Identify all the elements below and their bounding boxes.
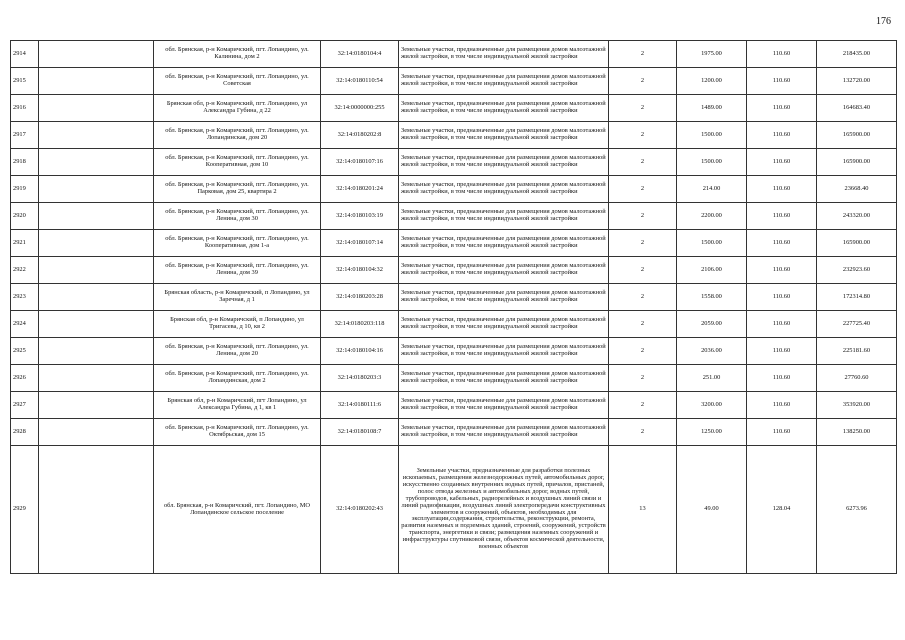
area-cell: 2200.00 (677, 203, 747, 230)
empty-cell (39, 203, 154, 230)
category-code-cell: 2 (609, 419, 677, 446)
cadastral-value-cell: 227725.40 (817, 311, 897, 338)
land-use-cell: Земельные участки, предназначенные для размещения домов малоэтажной жилой застройки, в том числе индивидуальной жилой застройки (399, 284, 609, 311)
cadastral-number-cell: 32:14:0180201:24 (321, 176, 399, 203)
land-use-cell: Земельные участки, предназначенные для размещения домов малоэтажной жилой застройки, в том числе индивидуальной жилой застройки (399, 203, 609, 230)
land-use-cell: Земельные участки, предназначенные для размещения домов малоэтажной жилой застройки, в том числе индивидуальной жилой застройки (399, 122, 609, 149)
address-cell: обл. Брянская, р-н Комаричский, пгт. Лопандино, ул. Советская (154, 68, 321, 95)
cadastral-value-cell: 232923.60 (817, 257, 897, 284)
land-use-cell: Земельные участки, предназначенные для размещения домов малоэтажной жилой застройки, в том числе индивидуальной жилой застройки (399, 338, 609, 365)
land-use-cell: Земельные участки, предназначенные для размещения домов малоэтажной жилой застройки, в том числе индивидуальной жилой застройки (399, 230, 609, 257)
cadastral-number-cell: 32:14:0180203:28 (321, 284, 399, 311)
rate-cell: 110.60 (747, 203, 817, 230)
land-use-cell: Земельные участки, предназначенные для размещения домов малоэтажной жилой застройки, в том числе индивидуальной жилой застройки (399, 419, 609, 446)
category-code-cell: 2 (609, 149, 677, 176)
category-code-cell: 2 (609, 311, 677, 338)
empty-cell (39, 311, 154, 338)
empty-cell (39, 392, 154, 419)
rate-cell: 110.60 (747, 284, 817, 311)
empty-cell (39, 365, 154, 392)
address-cell: обл. Брянская, р-н Комаричский, пгт. Лопандино, ул. Лопандинская, дом 2 (154, 365, 321, 392)
row-number: 2916 (11, 95, 39, 122)
row-number: 2925 (11, 338, 39, 365)
area-cell: 251.00 (677, 365, 747, 392)
land-registry-table (10, 40, 897, 574)
address-cell: обл. Брянская, р-н Комаричский, пгт. Лопандино, ул. Кооперативная, дом 10 (154, 149, 321, 176)
cadastral-number-cell: 32:14:0180104:16 (321, 338, 399, 365)
address-cell: обл. Брянская, р-н Комаричский, пгт. Лопандино, ул. Ленина, дом 39 (154, 257, 321, 284)
table-row (11, 311, 897, 338)
cadastral-number-cell: 32:14:0180203:118 (321, 311, 399, 338)
category-code-cell: 2 (609, 230, 677, 257)
category-code-cell: 2 (609, 68, 677, 95)
cadastral-value-cell: 165900.00 (817, 149, 897, 176)
row-number: 2917 (11, 122, 39, 149)
cadastral-number-cell: 32:14:0180111:6 (321, 392, 399, 419)
cadastral-number-cell: 32:14:0000000:255 (321, 95, 399, 122)
address-cell: Брянская обл, р-н Комаричский, пгт. Лопандино, ул Александра Губина, д 22 (154, 95, 321, 122)
empty-cell (39, 446, 154, 574)
address-cell: обл. Брянская, р-н Комаричский, пгт. Лопандино, ул. Парковая, дом 25, квартира 2 (154, 176, 321, 203)
address-cell: Брянская обл, р-н Комаричский, п Лопандино, ул Тригасева, д 10, кв 2 (154, 311, 321, 338)
land-use-cell: Земельные участки, предназначенные для размещения домов малоэтажной жилой застройки, в том числе индивидуальной жилой застройки (399, 68, 609, 95)
category-code-cell: 2 (609, 41, 677, 68)
land-use-cell: Земельные участки, предназначенные для размещения домов малоэтажной жилой застройки, в том числе индивидуальной жилой застройки (399, 257, 609, 284)
rate-cell: 110.60 (747, 230, 817, 257)
row-number: 2914 (11, 41, 39, 68)
empty-cell (39, 41, 154, 68)
rate-cell: 110.60 (747, 365, 817, 392)
table-row (11, 203, 897, 230)
table-row (11, 365, 897, 392)
category-code-cell: 13 (609, 446, 677, 574)
address-cell: обл. Брянская, р-н Комаричский, пгт. Лопандино, ул. Кооперативная, дом 1-а (154, 230, 321, 257)
cadastral-value-cell: 27760.60 (817, 365, 897, 392)
rate-cell: 110.60 (747, 68, 817, 95)
rate-cell: 110.60 (747, 338, 817, 365)
rate-cell: 110.60 (747, 311, 817, 338)
rate-cell: 110.60 (747, 41, 817, 68)
category-code-cell: 2 (609, 203, 677, 230)
cadastral-number-cell: 32:14:0180108:7 (321, 419, 399, 446)
land-use-cell: Земельные участки, предназначенные для размещения домов малоэтажной жилой застройки, в том числе индивидуальной жилой застройки (399, 392, 609, 419)
cadastral-value-cell: 138250.00 (817, 419, 897, 446)
cadastral-number-cell: 32:14:0180203:3 (321, 365, 399, 392)
table-row (11, 230, 897, 257)
cadastral-value-cell: 165900.00 (817, 122, 897, 149)
land-use-cell: Земельные участки, предназначенные для размещения домов малоэтажной жилой застройки, в том числе индивидуальной жилой застройки (399, 365, 609, 392)
area-cell: 1500.00 (677, 122, 747, 149)
table-body (11, 41, 897, 574)
row-number: 2923 (11, 284, 39, 311)
area-cell: 1489.00 (677, 95, 747, 122)
cadastral-value-cell: 353920.00 (817, 392, 897, 419)
empty-cell (39, 176, 154, 203)
table-row (11, 176, 897, 203)
land-use-cell: Земельные участки, предназначенные для разработки полезных ископаемых, размещения железнодорожных путей, автомобильных дорог, искусственно созданных внутренних водных путей, причалов, пристаней, полос отвода железных и автомобильных дорог, водных путей, трубопроводов, кабельных, радиорелейных и воздушных линий связи и линий радиофикации, воздушных линий электропередачи конструктивных элементов и сооружений, объектов, необходимых для эксплуатации,содержания, строительства, реконструкции, ремонта, развития наземных и подземных зданий, строений, сооружений, устройств транспорта, энергетики и связи; размещения наземных сооружений и инфраструктуры спутниковой связи, объектов космической деятельности, военных объектов (399, 446, 609, 574)
empty-cell (39, 95, 154, 122)
land-use-cell: Земельные участки, предназначенные для размещения домов малоэтажной жилой застройки, в том числе индивидуальной жилой застройки (399, 95, 609, 122)
area-cell: 3200.00 (677, 392, 747, 419)
page-number: 176 (876, 16, 891, 27)
category-code-cell: 2 (609, 365, 677, 392)
area-cell: 1500.00 (677, 230, 747, 257)
row-number: 2922 (11, 257, 39, 284)
area-cell: 1500.00 (677, 149, 747, 176)
table-row (11, 338, 897, 365)
land-use-cell: Земельные участки, предназначенные для размещения домов малоэтажной жилой застройки, в том числе индивидуальной жилой застройки (399, 149, 609, 176)
table-row (11, 41, 897, 68)
cadastral-number-cell: 32:14:0180202:8 (321, 122, 399, 149)
category-code-cell: 2 (609, 284, 677, 311)
cadastral-number-cell: 32:14:0180103:19 (321, 203, 399, 230)
cadastral-number-cell: 32:14:0180104:32 (321, 257, 399, 284)
address-cell: обл. Брянская, р-н Комаричский, пгт. Лопандино, МО Лопандинское сельское поселение (154, 446, 321, 574)
land-use-cell: Земельные участки, предназначенные для размещения домов малоэтажной жилой застройки, в том числе индивидуальной жилой застройки (399, 311, 609, 338)
row-number: 2920 (11, 203, 39, 230)
rate-cell: 110.60 (747, 149, 817, 176)
row-number: 2927 (11, 392, 39, 419)
address-cell: обл. Брянская, р-н Комаричский, пгт. Лопандино, ул. Октябрьская, дом 15 (154, 419, 321, 446)
category-code-cell: 2 (609, 392, 677, 419)
area-cell: 1558.00 (677, 284, 747, 311)
cadastral-number-cell: 32:14:0180110:54 (321, 68, 399, 95)
row-number: 2924 (11, 311, 39, 338)
table-row (11, 68, 897, 95)
rate-cell: 110.60 (747, 419, 817, 446)
cadastral-value-cell: 172314.80 (817, 284, 897, 311)
empty-cell (39, 257, 154, 284)
row-number: 2915 (11, 68, 39, 95)
row-number: 2918 (11, 149, 39, 176)
category-code-cell: 2 (609, 257, 677, 284)
land-use-cell: Земельные участки, предназначенные для размещения домов малоэтажной жилой застройки, в том числе индивидуальной жилой застройки (399, 41, 609, 68)
rate-cell: 110.60 (747, 95, 817, 122)
empty-cell (39, 338, 154, 365)
table-row (11, 257, 897, 284)
cadastral-value-cell: 218435.00 (817, 41, 897, 68)
area-cell: 1250.00 (677, 419, 747, 446)
row-number: 2921 (11, 230, 39, 257)
area-cell: 1975.00 (677, 41, 747, 68)
category-code-cell: 2 (609, 338, 677, 365)
land-use-cell: Земельные участки, предназначенные для размещения домов малоэтажной жилой застройки, в том числе индивидуальной жилой застройки (399, 176, 609, 203)
category-code-cell: 2 (609, 176, 677, 203)
empty-cell (39, 230, 154, 257)
table-row (11, 419, 897, 446)
address-cell: Брянская обл, р-н Комаричский, пгт Лопандино, ул Александра Губина, д 1, кв 1 (154, 392, 321, 419)
cadastral-number-cell: 32:14:0180107:16 (321, 149, 399, 176)
cadastral-value-cell: 6273.96 (817, 446, 897, 574)
rate-cell: 110.60 (747, 257, 817, 284)
cadastral-value-cell: 243320.00 (817, 203, 897, 230)
cadastral-number-cell: 32:14:0180202:43 (321, 446, 399, 574)
cadastral-value-cell: 23668.40 (817, 176, 897, 203)
cadastral-number-cell: 32:14:0180107:14 (321, 230, 399, 257)
table-row (11, 284, 897, 311)
rate-cell: 128.04 (747, 446, 817, 574)
table-row (11, 446, 897, 574)
table-row (11, 392, 897, 419)
row-number: 2928 (11, 419, 39, 446)
area-cell: 2106.00 (677, 257, 747, 284)
area-cell: 2059.00 (677, 311, 747, 338)
cadastral-value-cell: 165900.00 (817, 230, 897, 257)
empty-cell (39, 122, 154, 149)
table-row (11, 95, 897, 122)
row-number: 2926 (11, 365, 39, 392)
cadastral-number-cell: 32:14:0180104:4 (321, 41, 399, 68)
cadastral-value-cell: 225181.60 (817, 338, 897, 365)
table-row (11, 122, 897, 149)
area-cell: 1200.00 (677, 68, 747, 95)
cadastral-value-cell: 164683.40 (817, 95, 897, 122)
row-number: 2929 (11, 446, 39, 574)
address-cell: обл. Брянская, р-н Комаричский, пгт. Лопандино, ул. Ленина, дом 30 (154, 203, 321, 230)
empty-cell (39, 68, 154, 95)
category-code-cell: 2 (609, 122, 677, 149)
empty-cell (39, 284, 154, 311)
row-number: 2919 (11, 176, 39, 203)
area-cell: 49.00 (677, 446, 747, 574)
address-cell: обл. Брянская, р-н Комаричский, пгт. Лопандино, ул. Калинина, дом 2 (154, 41, 321, 68)
area-cell: 2036.00 (677, 338, 747, 365)
area-cell: 214.00 (677, 176, 747, 203)
rate-cell: 110.60 (747, 392, 817, 419)
category-code-cell: 2 (609, 95, 677, 122)
empty-cell (39, 149, 154, 176)
table-row (11, 149, 897, 176)
empty-cell (39, 419, 154, 446)
rate-cell: 110.60 (747, 176, 817, 203)
address-cell: обл. Брянская, р-н Комаричский, пгт. Лопандино, ул. Ленина, дом 20 (154, 338, 321, 365)
rate-cell: 110.60 (747, 122, 817, 149)
address-cell: обл. Брянская, р-н Комаричский, пгт. Лопандино, ул. Лопандинская, дом 20 (154, 122, 321, 149)
address-cell: Брянская область, р-н Комаричский, п Лопандино, ул Заречная, д 1 (154, 284, 321, 311)
cadastral-value-cell: 132720.00 (817, 68, 897, 95)
